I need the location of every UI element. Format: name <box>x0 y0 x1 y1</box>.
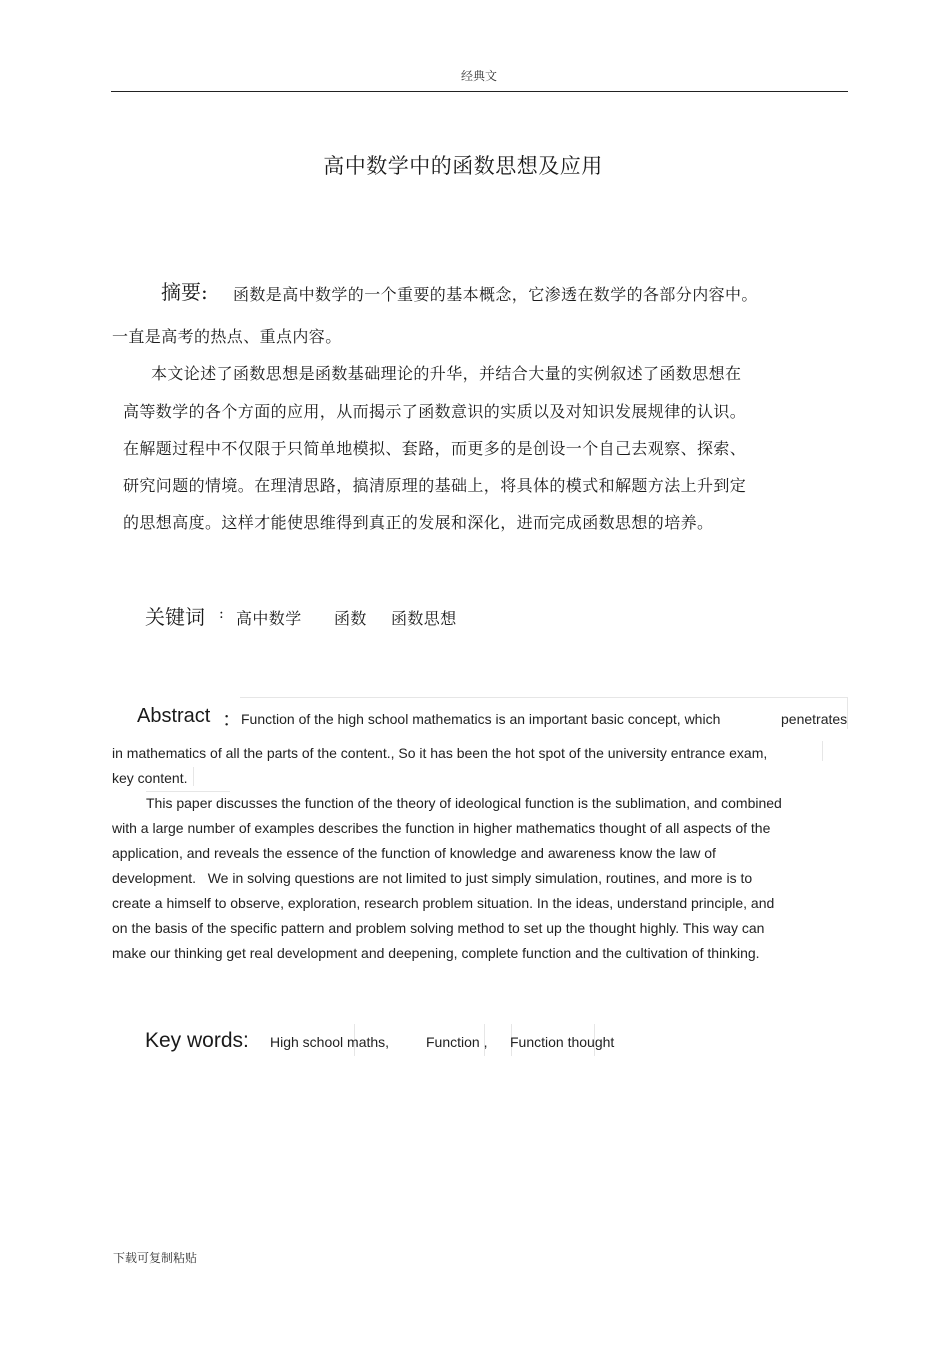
en-abstract-line: Function of the high school mathematics is an important basic concept, which <box>241 711 721 727</box>
en-keywords-label: Key words: <box>145 1029 249 1052</box>
zh-abstract-line: 研究问题的情境。在理清思路，搞清原理的基础上，将具体的模式和解题方法上升到定 <box>123 476 747 495</box>
en-keyword: Function , <box>426 1034 488 1050</box>
en-abstract-colon: ： <box>222 709 242 731</box>
en-keyword: High school maths, <box>270 1034 390 1050</box>
en-abstract-line: on the basis of the specific pattern and problem solving method to set up the thought highly. This way can <box>112 920 765 936</box>
zh-keywords-label: 关键词 <box>145 605 205 629</box>
zh-abstract-line: 本文论述了函数思想是函数基础理论的升华，并结合大量的实例叙述了函数思想在 <box>151 364 742 383</box>
en-abstract-line: application, and reveals the essence of the function of knowledge and awareness know the law of <box>112 845 716 861</box>
zh-abstract-line: 在解题过程中不仅限于只简单地模拟、套路，而更多的是创设一个自己去观察、探索、 <box>123 439 747 458</box>
en-abstract-line: key content. <box>112 770 188 786</box>
header-divider <box>111 91 848 92</box>
zh-abstract-line: 的思想高度。这样才能使思维得到真正的发展和深化，进而完成函数思想的培养。 <box>123 513 714 532</box>
en-abstract-line: make our thinking get real development and deepening, complete function and the cultivation of thinking. <box>112 945 760 961</box>
text-box-edge <box>240 697 848 698</box>
zh-abstract-label: 摘要: <box>161 280 208 304</box>
text-box-edge <box>146 791 230 792</box>
text-box-edge <box>193 767 194 786</box>
page-header: 经典文 <box>460 69 497 83</box>
en-abstract-label: Abstract <box>137 705 211 727</box>
text-box-edge <box>822 741 823 761</box>
en-abstract-line: development. We in solving questions are not limited to just simply simulation, routines, and more is to <box>112 870 753 886</box>
zh-keywords-colon: : <box>219 606 224 622</box>
en-abstract-line: with a large number of examples describes the function in higher mathematics thought of all aspects of the <box>112 820 771 836</box>
en-abstract-line: create a himself to observe, exploration, research problem situation. In the ideas, understand principle, and <box>112 895 775 911</box>
en-keyword: Function thought <box>510 1034 615 1050</box>
en-abstract-line: This paper discusses the function of the theory of ideological function is the sublimation, and combined <box>146 795 782 811</box>
zh-abstract-line: 一直是高考的热点、重点内容。 <box>112 327 342 346</box>
document-title: 高中数学中的函数思想及应用 <box>323 154 603 178</box>
zh-keyword: 高中数学 <box>236 609 302 628</box>
zh-abstract-line: 函数是高中数学的一个重要的基本概念，它渗透在数学的各部分内容中。 <box>233 285 758 304</box>
zh-abstract-line: 高等数学的各个方面的应用，从而揭示了函数意识的实质以及对知识发展规律的认识。 <box>123 402 747 421</box>
en-abstract-line-end: penetrates <box>781 711 848 727</box>
page-footer: 下载可复制粘贴 <box>113 1251 198 1265</box>
zh-keyword: 函数 <box>334 609 367 628</box>
en-abstract-line: in mathematics of all the parts of the content., So it has been the hot spot of the university entrance exam, <box>112 745 768 761</box>
zh-keyword: 函数思想 <box>391 609 457 628</box>
